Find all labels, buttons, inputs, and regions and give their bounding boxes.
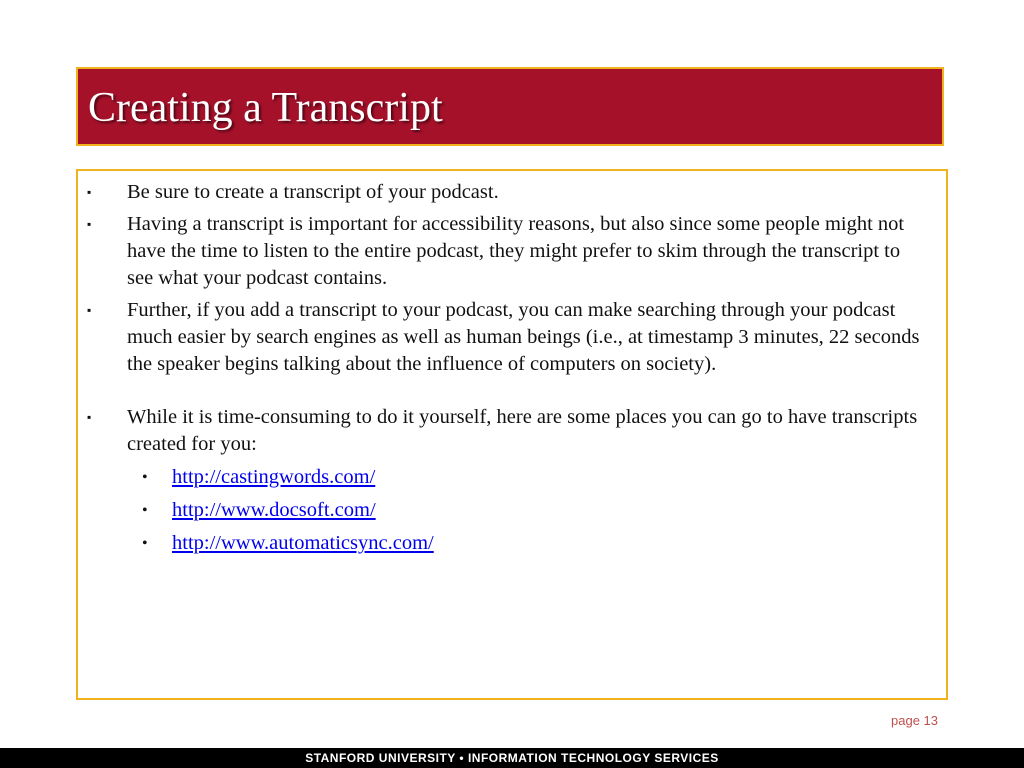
bullet-text: While it is time-consuming to do it yourself, here are some places you can go to have transcripts created for you: xyxy=(127,406,918,455)
bullet-item xyxy=(78,297,938,378)
bullet-item xyxy=(78,179,938,206)
round-bullet-icon: • xyxy=(142,535,148,552)
bullet-text: Be sure to create a transcript of your podcast. xyxy=(127,181,499,203)
round-bullet-icon: • xyxy=(142,502,148,519)
page-number: page 13 xyxy=(891,713,938,728)
castingwords-link[interactable]: http://castingwords.com/ xyxy=(172,466,376,488)
round-bullet-icon: • xyxy=(142,469,148,486)
link-item xyxy=(78,530,938,557)
bullet-text: Having a transcript is important for accessibility reasons, but also since some people might not have the time to listen to the entire podcast, they might prefer to skim through the transcript to see what your podcast contains. xyxy=(127,213,905,289)
automaticsync-link[interactable]: http://www.automaticsync.com/ xyxy=(172,532,434,554)
content-box xyxy=(76,169,948,700)
link-item xyxy=(78,497,938,524)
footer-bar: STANFORD UNIVERSITY • INFORMATION TECHNOLOGY SERVICES xyxy=(0,748,1024,768)
square-bullet-icon: ▪ xyxy=(87,217,92,231)
bullet-item xyxy=(78,404,938,458)
link-item xyxy=(78,464,938,491)
square-bullet-icon: ▪ xyxy=(87,303,92,317)
square-bullet-icon: ▪ xyxy=(87,185,92,199)
square-bullet-icon: ▪ xyxy=(87,410,92,424)
bullet-item xyxy=(78,211,938,292)
bullet-list xyxy=(78,179,938,557)
docsoft-link[interactable]: http://www.docsoft.com/ xyxy=(172,499,376,521)
slide-title: Creating a Transcript xyxy=(88,85,443,131)
title-bar xyxy=(76,67,944,146)
bullet-text: Further, if you add a transcript to your podcast, you can make searching through your podcast much easier by search engines as well as human beings (i.e., at timestamp 3 minutes, 22 seconds the speaker begins talking about the influence of computers on society). xyxy=(127,299,920,375)
